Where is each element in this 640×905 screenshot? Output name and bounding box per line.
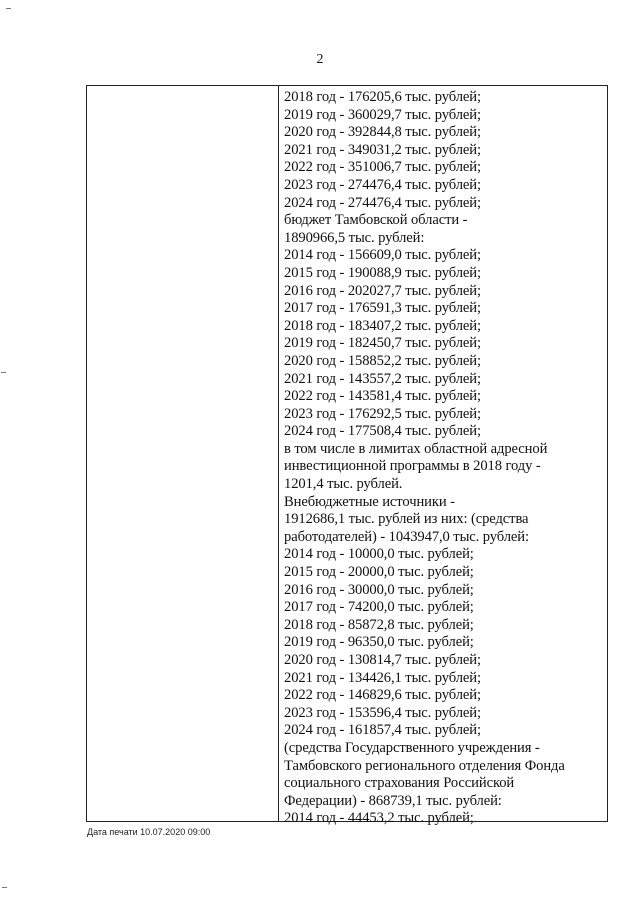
text-line: 2023 год - 153596,4 тыс. рублей; [284,704,481,721]
text-line: 2020 год - 158852,2 тыс. рублей; [284,352,481,369]
text-line: 2021 год - 143557,2 тыс. рублей; [284,370,481,387]
text-line: 2017 год - 176591,3 тыс. рублей; [284,300,481,317]
text-line: 2024 год - 177508,4 тыс. рублей; [284,423,481,440]
text-line: 2017 год - 74200,0 тыс. рублей; [284,599,474,616]
table-column-divider [278,85,279,822]
text-line: 2022 год - 351006,7 тыс. рублей; [284,159,481,176]
text-line: 2019 год - 96350,0 тыс. рублей; [284,634,474,651]
text-line: 2018 год - 85872,8 тыс. рублей; [284,616,474,633]
text-line: 2023 год - 274476,4 тыс. рублей; [284,176,481,193]
text-line: 2024 год - 161857,4 тыс. рублей; [284,722,481,739]
text-line: Внебюджетные источники - [284,493,455,510]
text-line: 2022 год - 143581,4 тыс. рублей; [284,388,481,405]
text-line: 2016 год - 30000,0 тыс. рублей; [284,581,474,598]
text-line: 2023 год - 176292,5 тыс. рублей; [284,405,481,422]
text-line: Федерации) - 868739,1 тыс. рублей: [284,792,502,809]
text-line: 2019 год - 182450,7 тыс. рублей; [284,335,481,352]
scan-mark [1,372,6,373]
text-line: 2018 год - 176205,6 тыс. рублей; [284,89,481,105]
text-line: 2021 год - 349031,2 тыс. рублей; [284,141,481,158]
text-line: (средства Государственного учреждения - [284,739,540,756]
text-line: 2018 год - 183407,2 тыс. рублей; [284,317,481,334]
text-line: 2022 год - 146829,6 тыс. рублей; [284,687,481,704]
text-line: работодателей) - 1043947,0 тыс. рублей: [284,528,529,545]
text-line: 2020 год - 130814,7 тыс. рублей; [284,652,481,668]
print-date-footer: Дата печати 10.07.2020 09:00 [87,827,211,837]
text-line: 2015 год - 190088,9 тыс. рублей; [284,264,481,281]
text-line: 2020 год - 392844,8 тыс. рублей; [284,124,481,141]
text-line: 2019 год - 360029,7 тыс. рублей; [284,106,481,123]
page-number: 2 [316,52,324,67]
text-line: 2014 год - 44453,2 тыс. рублей; [284,810,474,827]
funding-text-cell [284,89,604,828]
text-line: социального страхования Российской [284,775,515,792]
text-line: 2021 год - 134426,1 тыс. рублей; [284,669,481,686]
text-line: 1201,4 тыс. рублей. [284,476,403,493]
text-line: 2016 год - 202027,7 тыс. рублей; [284,282,481,299]
text-line: 2015 год - 20000,0 тыс. рублей; [284,564,474,581]
scan-mark [2,887,7,888]
text-line: 1890966,5 тыс. рублей: [284,229,425,246]
text-line: 1912686,1 тыс. рублей из них: (средства [284,511,529,528]
text-line: 2014 год - 156609,0 тыс. рублей; [284,247,481,264]
text-line: бюджет Тамбовской области - [284,212,468,229]
scan-mark [6,8,11,9]
text-line: в том числе в лимитах областной адресной [284,440,548,457]
text-line: 2024 год - 274476,4 тыс. рублей; [284,194,481,211]
text-line: Тамбовского регионального отделения Фонда [284,757,565,774]
text-line: инвестиционной программы в 2018 году - [284,458,541,475]
text-line: 2014 год - 10000,0 тыс. рублей; [284,546,474,563]
